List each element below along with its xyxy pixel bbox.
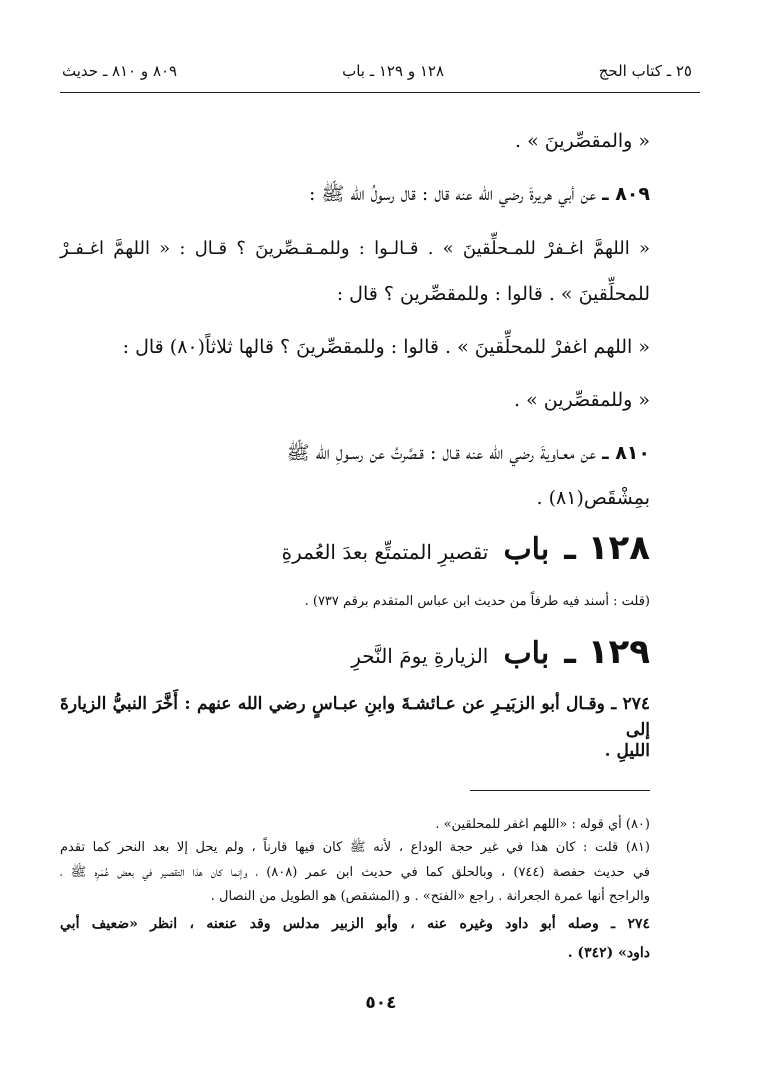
text-line-6: « وللمقصِّرين » . [514,389,650,411]
hadith-810-text: عن معـاويةَ رضي الله عنه قـال : قـصَّرتُ عن رسـولِ الله ﷺ [286,442,597,464]
bab-129-number: ١٢٩ ـ [564,632,650,672]
bab-128-number: ١٢٨ ـ [564,528,650,568]
athar-274-line-1: ٢٧٤ ـ وقـال أبو الزبَيـرِ عن عـائشـةَ وابنِ عبـاسٍ رضي الله عنهم : أَخَّرَ النبيُّ الزيارةَ إلى [60,694,650,740]
bab-128-word: باب [503,532,550,567]
footnote-274-line-1: ٢٧٤ ـ وصله أبو داود وغيره عنه ، وأبو الزبير مدلس وقد عنعنه ، انظر «ضعيف أبي [60,916,650,932]
editor-note: (قلت : أسند فيه طرفاً من حديث ابن عباس المتقدم برقم ٧٣٧) . [304,594,650,609]
footnote-81-line-2: في حديث حفصة (٧٤٤) ، وبالحلق كما في حديث ابن عمر (٨٠٨) ، وإنما كان هذا التقصير في بعض عُمَرِه ﷺ ، [60,865,650,880]
bab-128-title: تقصيرِ المتمتِّع بعدَ العُمرةِ [281,540,489,564]
hadith-810-number: ٨١٠ ـ [602,442,650,464]
hadith-809-text: عن أبي هريرةَ رضي الله عنه قال : قال رسولُ الله ﷺ : [308,183,597,205]
bab-129-heading [351,632,650,672]
text-line-3: « اللهمَّ اغـفرْ للمـحلِّقينَ » . قـالـوا : وللمـقـصِّرينَ ؟ قـال : « اللهمَّ اغـفـرْ [60,238,650,259]
bab-128-heading [282,528,650,568]
text-line-8: بمِشْقَص(٨١) . [536,487,650,509]
running-header-chapter: ٢٥ ـ كتاب الحج [598,62,692,80]
page-number: ٥٠٤ [365,993,397,1013]
footnote-80: (٨٠) أي قوله : «اللهم اغفر للمحلقين» . [435,817,650,832]
footnote-274-line-2: داود» (٣٤٢) . [567,945,650,961]
hadith-809-number: ٨٠٩ ـ [602,183,650,205]
footnote-81-line-3: والراجح أنها عمرة الجعرانة . راجع «الفتح» . و (المشقص) هو الطويل من النصال . [210,889,650,904]
text-line-5: « اللهم اغفرْ للمحلِّقينَ » . قالوا : وللمقصِّرينَ ؟ قالها ثلاثاً(٨٠) قال : [122,336,650,358]
running-header-hadith: ٨٠٩ و ٨١٠ ـ حديث [62,62,178,80]
text-line-4: للمحلِّقينَ » . قالوا : وللمقصِّرين ؟ قال : [336,283,650,305]
text-line-1: « والمقصِّرينَ » . [515,130,650,152]
footnote-81-line-1: (٨١) قلت : كان هذا في غير حجة الوداع ، لأنه ﷺ كان فيها قارناً ، ولم يحل إلا بعد النحر كما تقدم [60,840,650,855]
bab-129-title: الزيارةِ يومَ النَّحرِ [351,644,489,668]
hadith-810-line [60,440,650,466]
footnote-rule [470,790,650,791]
header-rule [60,92,700,93]
athar-274-line-2: الليلِ . [604,741,650,761]
hadith-809-line [60,181,650,207]
running-header-bab: ١٢٨ و ١٢٩ ـ باب [342,62,444,80]
bab-129-word: باب [503,636,550,671]
